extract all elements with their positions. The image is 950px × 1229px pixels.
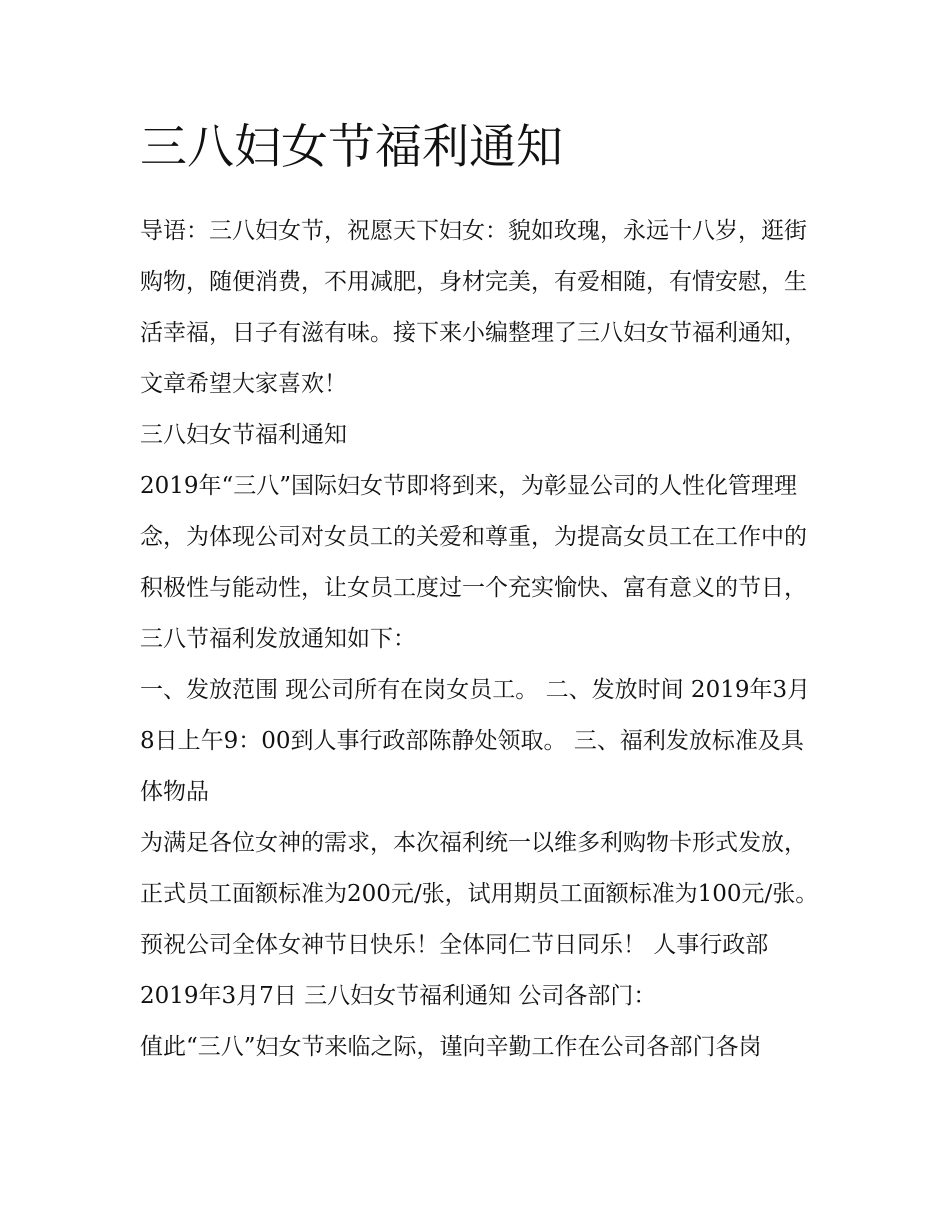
document-title: 三八妇女节福利通知 (140, 120, 563, 175)
intro-paragraph: 导语：三八妇女节，祝愿天下妇女：貌如玫瑰，永远十八岁，逛街购物，随便消费，不用减肥，身材完美，有爱相随，有情安慰，生活幸福，日子有滋有味。接下来小编整理了三八妇女节福利通知，文章希望大家喜欢！ (140, 218, 807, 397)
section-heading: 三八妇女节福利通知 (140, 422, 347, 448)
document-body (140, 112, 820, 1073)
distribution-details-paragraph: 一、发放范围 现公司所有在岗女员工。 二、发放时间 2019年3月8日上午9：00到人事行政部陈静处领取。 三、福利发放标准及具体物品 (140, 677, 811, 805)
closing-paragraph: 预祝公司全体女神节日快乐！全体同仁节日同乐！ 人事行政部 2019年3月7日 三八妇女节福利通知 公司各部门： (140, 932, 769, 1009)
notice-paragraph: 2019年“三八”国际妇女节即将到来，为彰显公司的人性化管理理念，为体现公司对女员工的关爱和尊重，为提高女员工在工作中的积极性与能动性，让女员工度过一个充实愉快、富有意义的节日，三八节福利发放通知如下： (140, 473, 807, 652)
continuation-paragraph: 值此“三八”妇女节来临之际，谨向辛勤工作在公司各部门各岗 (140, 1034, 762, 1060)
benefit-standard-paragraph: 为满足各位女神的需求，本次福利统一以维多利购物卡形式发放，正式员工面额标准为200元/张，试用期员工面额标准为100元/张。 (140, 830, 819, 907)
